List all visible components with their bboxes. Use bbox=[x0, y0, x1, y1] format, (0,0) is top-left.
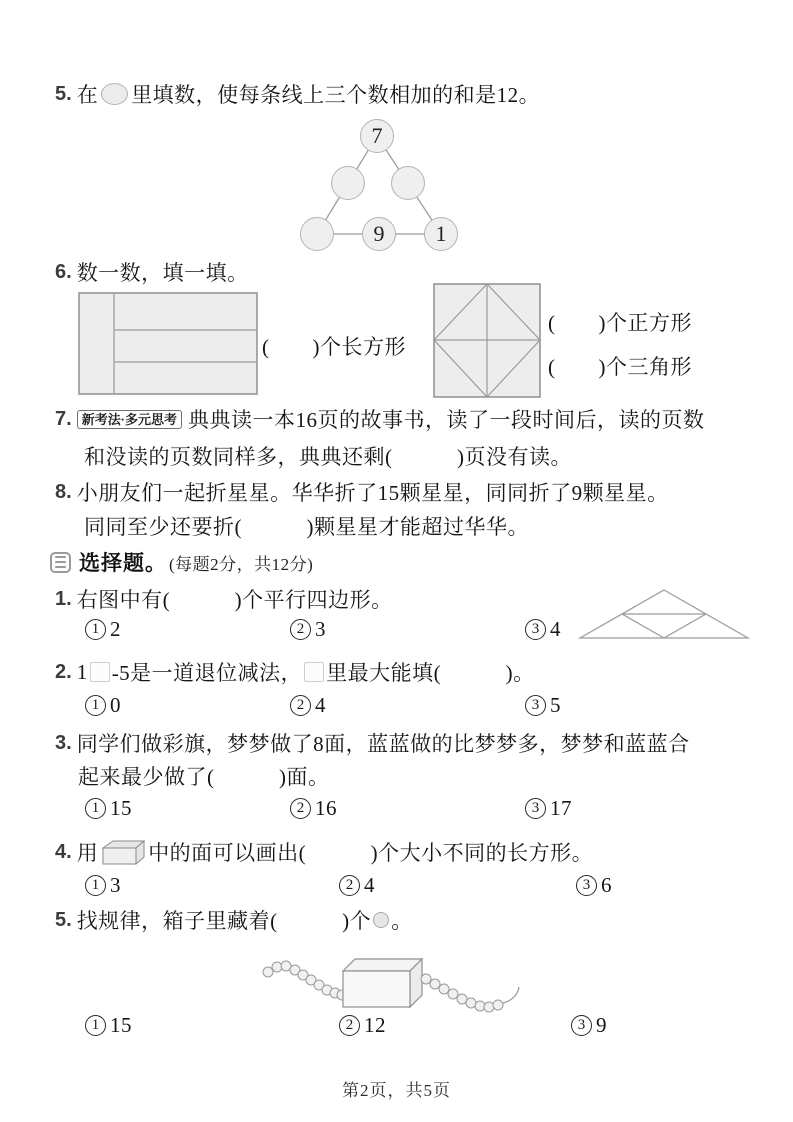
question-text: 在 bbox=[76, 83, 99, 107]
box-3d-top bbox=[343, 959, 422, 971]
section-header bbox=[50, 547, 313, 577]
question-text: 和没读的页数同样多，典典还剩( )页没有读。 bbox=[84, 445, 572, 469]
question-text: 同学们做彩旗，梦梦做了8面，蓝蓝做的比梦梦多，梦梦和蓝蓝合 bbox=[76, 732, 690, 756]
question-number: 2. bbox=[55, 660, 72, 683]
bead-chain-svg bbox=[240, 945, 570, 1020]
parallelogram-triangle-figure bbox=[578, 588, 750, 645]
choice3-option-2[interactable] bbox=[290, 796, 337, 821]
choice2-option-1[interactable] bbox=[85, 693, 121, 718]
option-value: 12 bbox=[364, 1013, 386, 1037]
fill-question-6 bbox=[55, 257, 249, 287]
oval-blank-icon[interactable] bbox=[101, 83, 128, 105]
rectangle-count-caption bbox=[262, 331, 406, 361]
square-blank-icon[interactable] bbox=[304, 662, 324, 682]
question-text: 里最大能填( )。 bbox=[326, 661, 535, 685]
question-text: 用 bbox=[76, 841, 99, 865]
question-number: 7. bbox=[55, 407, 72, 430]
cuboid-icon bbox=[101, 839, 145, 865]
choice5-option-3[interactable] bbox=[571, 1013, 607, 1038]
question-text: 找规律，箱子里藏着( )个 bbox=[76, 909, 372, 933]
choice-question-4 bbox=[55, 837, 593, 867]
question-number: 5. bbox=[55, 82, 72, 105]
string-tail bbox=[503, 987, 519, 1003]
option-value: 2 bbox=[110, 617, 121, 641]
question-number: 8. bbox=[55, 480, 72, 503]
question-text: -5是一道退位减法， bbox=[111, 661, 303, 685]
circled-number: 2 bbox=[339, 1015, 360, 1036]
caption-text: ( )个正方形 bbox=[548, 311, 692, 335]
fill-question-8 bbox=[55, 477, 669, 507]
rectangle-figure bbox=[78, 292, 258, 400]
option-value: 6 bbox=[601, 873, 612, 897]
choice5-option-2[interactable] bbox=[339, 1013, 386, 1038]
question-number: 3. bbox=[55, 731, 72, 754]
circled-number: 2 bbox=[290, 619, 311, 640]
choice5-option-1[interactable] bbox=[85, 1013, 132, 1038]
circled-number: 1 bbox=[85, 619, 106, 640]
question-number: 1. bbox=[55, 587, 72, 610]
new-method-badge: 新考法·多元思考 bbox=[77, 410, 182, 429]
triangle-node-mid-left[interactable] bbox=[331, 166, 365, 200]
circled-number: 2 bbox=[339, 875, 360, 896]
question-text: 起来最少做了( )面。 bbox=[78, 765, 330, 789]
question-text: 。 bbox=[391, 909, 413, 933]
box-3d-front bbox=[343, 971, 410, 1007]
option-value: 15 bbox=[110, 796, 132, 820]
choice4-option-3[interactable] bbox=[576, 873, 612, 898]
triangle-count-caption bbox=[548, 351, 692, 381]
option-value: 16 bbox=[315, 796, 337, 820]
fill-question-5 bbox=[55, 79, 540, 109]
square-blank-icon[interactable] bbox=[90, 662, 110, 682]
option-value: 3 bbox=[110, 873, 121, 897]
choice2-option-2[interactable] bbox=[290, 693, 326, 718]
option-value: 3 bbox=[315, 617, 326, 641]
question-text: 里填数，使每条线上三个数相加的和是12。 bbox=[131, 83, 541, 107]
choice1-option-3[interactable] bbox=[525, 617, 561, 642]
circled-number: 1 bbox=[85, 798, 106, 819]
choice-question-3 bbox=[55, 728, 690, 758]
section-score-note: (每题2分，共12分) bbox=[169, 554, 314, 574]
choice4-option-2[interactable] bbox=[339, 873, 375, 898]
circled-number: 2 bbox=[290, 695, 311, 716]
three-bars-icon bbox=[50, 552, 71, 573]
circled-number: 1 bbox=[85, 1015, 106, 1036]
page-footer: 第2页，共5页 bbox=[342, 1081, 451, 1100]
choice2-option-3[interactable] bbox=[525, 693, 561, 718]
question-text: 小朋友们一起折星星。华华折了15颗星星，同同折了9颗星星。 bbox=[76, 481, 669, 505]
question-text: 同同至少还要折( )颗星星才能超过华华。 bbox=[84, 515, 529, 539]
sum-triangle-figure bbox=[295, 115, 465, 260]
choice-question-2 bbox=[55, 657, 535, 687]
choice1-option-2[interactable] bbox=[290, 617, 326, 642]
fill-question-7-line2 bbox=[84, 441, 572, 471]
circled-number: 3 bbox=[571, 1015, 592, 1036]
triangle-figure-svg bbox=[578, 588, 750, 640]
square-count-caption bbox=[548, 307, 692, 337]
choice1-option-1[interactable] bbox=[85, 617, 121, 642]
choice-question-5 bbox=[55, 905, 413, 935]
question-text: 右图中有( )个平行四边形。 bbox=[76, 588, 393, 612]
triangle-node-bottom-right: 1 bbox=[424, 217, 458, 251]
question-number: 4. bbox=[55, 840, 72, 863]
triangle-node-top: 7 bbox=[360, 119, 394, 153]
caption-text: ( )个三角形 bbox=[548, 355, 692, 379]
fill-question-7 bbox=[55, 404, 705, 434]
question-number: 6. bbox=[55, 260, 72, 283]
option-value: 17 bbox=[550, 796, 572, 820]
fill-question-8-line2 bbox=[84, 511, 529, 541]
question-text: 典典读一本16页的故事书，读了一段时间后，读的页数 bbox=[188, 408, 705, 432]
square-figure bbox=[433, 283, 541, 403]
circled-number: 2 bbox=[290, 798, 311, 819]
question-text: 中的面可以画出( )个大小不同的长方形。 bbox=[148, 841, 594, 865]
question-number: 5. bbox=[55, 908, 72, 931]
triangle-node-bottom-mid: 9 bbox=[362, 217, 396, 251]
bead-circle-icon bbox=[373, 912, 389, 928]
option-value: 15 bbox=[110, 1013, 132, 1037]
circled-number: 3 bbox=[576, 875, 597, 896]
circled-number: 1 bbox=[85, 875, 106, 896]
triangle-node-mid-right[interactable] bbox=[391, 166, 425, 200]
option-value: 4 bbox=[550, 617, 561, 641]
choice4-option-1[interactable] bbox=[85, 873, 121, 898]
circled-number: 1 bbox=[85, 695, 106, 716]
choice3-option-3[interactable] bbox=[525, 796, 572, 821]
option-value: 0 bbox=[110, 693, 121, 717]
circled-number: 3 bbox=[525, 619, 546, 640]
bead-chain-figure bbox=[240, 945, 570, 1025]
rectangle-figure-svg bbox=[78, 292, 258, 395]
option-value: 5 bbox=[550, 693, 561, 717]
option-value: 4 bbox=[315, 693, 326, 717]
question-text: 数一数，填一填。 bbox=[76, 261, 249, 285]
choice3-option-1[interactable] bbox=[85, 796, 132, 821]
option-value: 9 bbox=[596, 1013, 607, 1037]
section-title: 选择题。 bbox=[79, 552, 167, 575]
circled-number: 3 bbox=[525, 695, 546, 716]
circled-number: 3 bbox=[525, 798, 546, 819]
question-text: 1 bbox=[76, 659, 88, 684]
choice-question-1 bbox=[55, 584, 393, 614]
option-value: 4 bbox=[364, 873, 375, 897]
choice-question-3-line2 bbox=[78, 761, 330, 791]
square-figure-svg bbox=[433, 283, 541, 398]
caption-text: ( )个长方形 bbox=[262, 335, 406, 359]
triangle-node-bottom-left[interactable] bbox=[300, 217, 334, 251]
